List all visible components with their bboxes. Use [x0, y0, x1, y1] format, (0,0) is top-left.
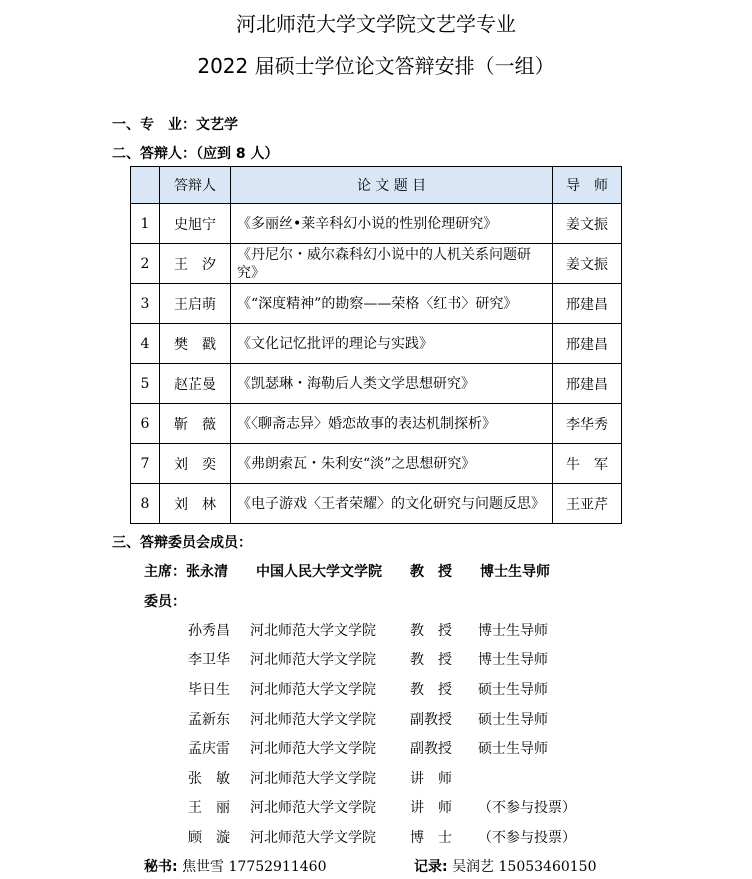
- recorder-value: 吴润艺 15053460150: [452, 859, 597, 875]
- member-name: 李卫华: [188, 652, 230, 668]
- row-number: 2: [131, 244, 160, 284]
- row-advisor: 姜文振: [553, 204, 622, 244]
- member-name: 顾 漩: [188, 830, 230, 846]
- member-institution: 河北师范大学文学院: [250, 741, 376, 757]
- defense-table: [130, 166, 622, 524]
- section-defenders: 二、答辩人：（应到 8 人）: [112, 146, 279, 162]
- member-name: 毕日生: [188, 682, 230, 698]
- row-thesis-title: 《丹尼尔・威尔森科幻小说中的人机关系问题研究》: [231, 244, 553, 284]
- row-advisor: 邢建昌: [553, 324, 622, 364]
- member-rank: 教 授: [410, 623, 452, 639]
- row-advisor: 姜文振: [553, 244, 622, 284]
- member-note: 硕士生导师: [478, 712, 548, 728]
- member-name: 孟新东: [188, 712, 230, 728]
- page-title-line2: 2022 届硕士学位论文答辩安排（一组）: [197, 54, 555, 78]
- row-advisor: 邢建昌: [553, 364, 622, 404]
- member-name: 孟庆雷: [188, 741, 230, 757]
- recorder-line: [414, 856, 597, 876]
- member-note: （不参与投票）: [478, 800, 576, 816]
- table-row: [131, 484, 622, 524]
- secretary-line: [144, 856, 327, 876]
- member-rank: 教 授: [410, 652, 452, 668]
- row-advisor: 邢建昌: [553, 284, 622, 324]
- page-title-line1: 河北师范大学文学院文艺学专业: [236, 12, 516, 36]
- row-defender: 史旭宁: [160, 204, 231, 244]
- secretary-value: 焦世雪 17752911460: [182, 859, 327, 875]
- member-rank: 博 士: [410, 830, 452, 846]
- member-name: 王 丽: [188, 800, 230, 816]
- member-note: 博士生导师: [478, 652, 548, 668]
- table-row: [131, 444, 622, 484]
- member-name: 孙秀昌: [188, 623, 230, 639]
- committee-members-label: 委员：: [144, 594, 186, 610]
- row-defender: 靳 薇: [160, 404, 231, 444]
- member-institution: 河北师范大学文学院: [250, 800, 376, 816]
- row-number: 5: [131, 364, 160, 404]
- row-thesis-title: 《电子游戏〈王者荣耀〉的文化研究与问题反思》: [231, 484, 553, 524]
- member-rank: 副教授: [410, 741, 452, 757]
- member-note: 博士生导师: [478, 623, 548, 639]
- secretary-label: 秘书:: [144, 859, 178, 875]
- member-institution: 河北师范大学文学院: [250, 830, 376, 846]
- row-defender: 王启萌: [160, 284, 231, 324]
- table-row: [131, 284, 622, 324]
- member-institution: 河北师范大学文学院: [250, 623, 376, 639]
- member-note: 硕士生导师: [478, 682, 548, 698]
- row-thesis-title: 《弗朗索瓦・朱利安“淡”之思想研究》: [231, 444, 553, 484]
- member-name: 张 敏: [188, 771, 230, 787]
- header-advisor: 导 师: [553, 167, 622, 204]
- row-defender: 刘 奕: [160, 444, 231, 484]
- recorder-label: 记录:: [414, 859, 448, 875]
- member-institution: 河北师范大学文学院: [250, 712, 376, 728]
- row-number: 8: [131, 484, 160, 524]
- committee-chair: 主席：张永清 中国人民大学文学院 教 授 博士生导师: [144, 564, 550, 580]
- row-advisor: 王亚芹: [553, 484, 622, 524]
- row-number: 1: [131, 204, 160, 244]
- table-row: [131, 364, 622, 404]
- table-row: [131, 404, 622, 444]
- member-rank: 副教授: [410, 712, 452, 728]
- row-thesis-title: 《多丽丝•莱辛科幻小说的性别伦理研究》: [231, 204, 553, 244]
- member-note: 硕士生导师: [478, 741, 548, 757]
- member-institution: 河北师范大学文学院: [250, 652, 376, 668]
- header-defender: 答辩人: [160, 167, 231, 204]
- row-thesis-title: 《〈聊斋志异〉婚恋故事的表达机制探析》: [231, 404, 553, 444]
- row-defender: 刘 林: [160, 484, 231, 524]
- row-thesis-title: 《凯瑟琳・海勒后人类文学思想研究》: [231, 364, 553, 404]
- row-number: 3: [131, 284, 160, 324]
- table-row: [131, 204, 622, 244]
- row-number: 4: [131, 324, 160, 364]
- row-thesis-title: 《“深度精神”的勘察——荣格〈红书〉研究》: [231, 284, 553, 324]
- section-major: 一、专 业：文艺学: [112, 117, 238, 133]
- header-thesis-title: 论 文 题 目: [231, 167, 553, 204]
- member-institution: 河北师范大学文学院: [250, 771, 376, 787]
- header-num: [131, 167, 160, 204]
- row-advisor: 牛 军: [553, 444, 622, 484]
- section-committee: 三、答辩委员会成员：: [112, 535, 252, 551]
- member-note: （不参与投票）: [478, 830, 576, 846]
- member-rank: 讲 师: [410, 771, 452, 787]
- row-number: 6: [131, 404, 160, 444]
- row-defender: 樊 戳: [160, 324, 231, 364]
- row-advisor: 李华秀: [553, 404, 622, 444]
- table-row: [131, 324, 622, 364]
- table-header-row: [131, 167, 622, 204]
- member-rank: 讲 师: [410, 800, 452, 816]
- row-thesis-title: 《文化记忆批评的理论与实践》: [231, 324, 553, 364]
- row-number: 7: [131, 444, 160, 484]
- table-row: [131, 244, 622, 284]
- member-rank: 教 授: [410, 682, 452, 698]
- row-defender: 王 汐: [160, 244, 231, 284]
- member-institution: 河北师范大学文学院: [250, 682, 376, 698]
- row-defender: 赵芷曼: [160, 364, 231, 404]
